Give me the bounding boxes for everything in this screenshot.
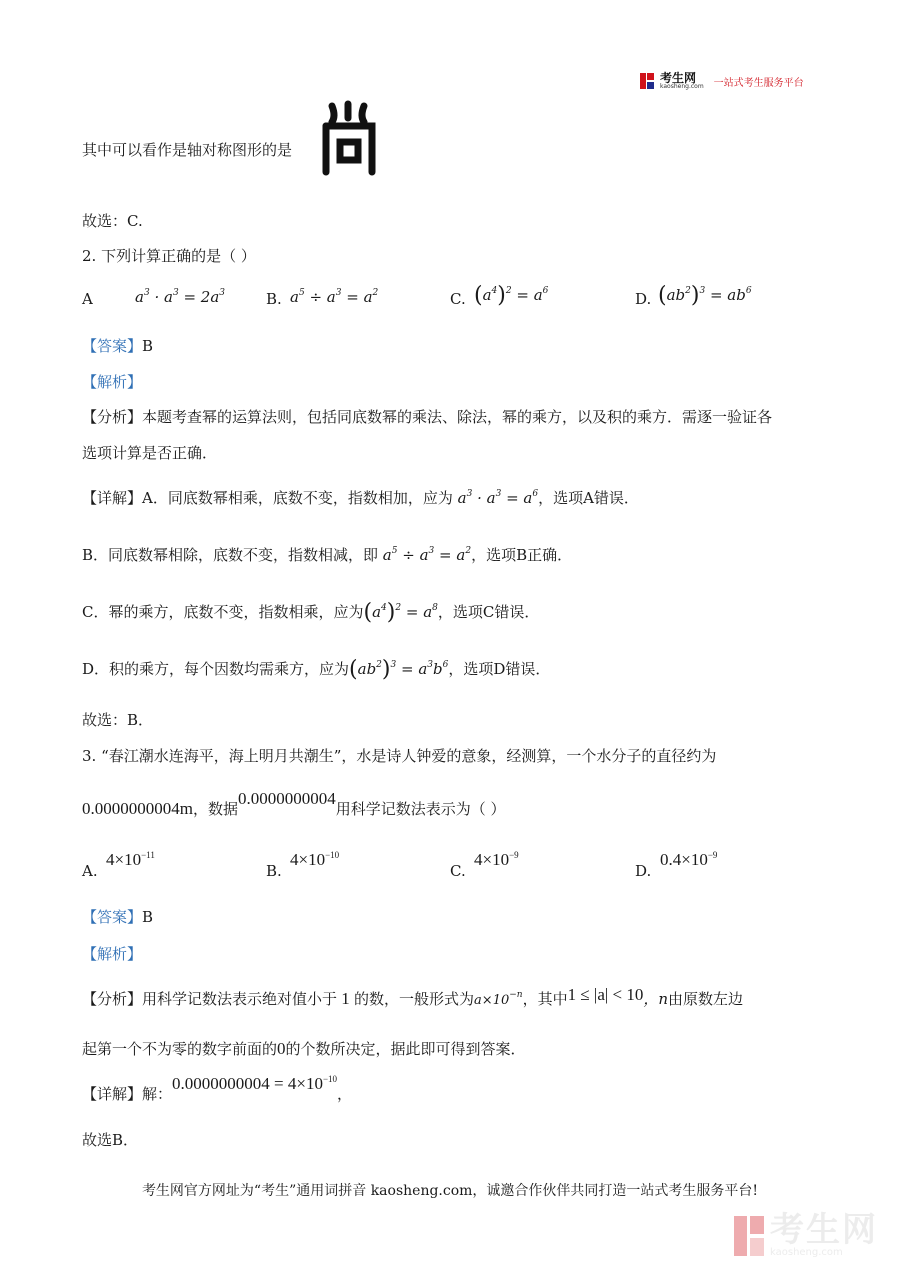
q3-option-b: $4\times 10^{-10}$ [290, 850, 340, 869]
q2-option-b-formula: $a^5 \div a^3 = a^2$ [290, 288, 379, 306]
logo-name: 考生网 [660, 71, 697, 85]
q2-option-a-label: A [82, 290, 93, 308]
q3-stem-line1: 3. “春江潮水连海平，海上明月共潮生”，水是诗人钟爱的意象，经测算，一个水分子的直径约为 [82, 747, 717, 765]
watermark-logo-icon [734, 1216, 764, 1256]
q2-detail-a: 【详解】A．同底数幂相乘，底数不变，指数相加，应为 $a^3 \cdot a^3 = a^6$，选项A错误． [82, 489, 639, 507]
q3-answer: 【答案】B [82, 908, 154, 926]
logo-slogan: 一站式考生服务平台 [713, 77, 804, 89]
ancient-character-image [318, 100, 380, 178]
q2-fenxi-line1: 【分析】本题考查幂的运算法则，包括同底数幂的乘法、除法，幂的乘方，以及积的乘方．需逐一验证各 [82, 408, 773, 426]
q3-option-b-label: B. [266, 862, 282, 880]
q3-choose: 故选B． [82, 1131, 139, 1149]
prev-sentence: 其中可以看作是轴对称图形的是 [82, 141, 293, 159]
prev-choose: 故选：C. [82, 212, 143, 230]
q3-fenxi-line2: 起第一个不为零的数字前面的0的个数所决定，据此即可得到答案． [82, 1039, 526, 1058]
kaosheng-logo-icon [640, 73, 654, 89]
q3-option-c-label: C. [450, 862, 466, 880]
q3-fenxi-line1: 【分析】用科学记数法表示绝对值小于 1 的数，一般形式为$a\times 10^{-n}$，其中1 ≤ |a| < 10，n由原数左边 [82, 985, 744, 1008]
q2-option-b-label: B. [266, 290, 282, 308]
q3-option-a-label: A. [82, 862, 98, 880]
q2-option-c-formula: $(a^4)^2 = a^6$ [474, 283, 549, 308]
header-logo [640, 72, 804, 90]
logo-domain: kaosheng.com [660, 83, 704, 90]
q2-stem: 2. 下列计算正确的是（ ） [82, 247, 256, 265]
q3-analysis-label: 【解析】 [82, 945, 143, 963]
q3-option-d: $0.4\times 10^{-9}$ [660, 850, 718, 869]
q2-analysis-label: 【解析】 [82, 373, 143, 391]
watermark [734, 1210, 878, 1258]
q2-option-a-formula: $a^3 \cdot a^3 = 2a^3$ [135, 288, 225, 306]
q2-detail-c: C．幂的乘方，底数不变，指数相乘，应为$(a^4)^2 = a^8$，选项C错误． [82, 600, 540, 625]
watermark-name: 考生网 [770, 1210, 878, 1250]
q3-option-c: $4\times 10^{-9}$ [474, 850, 519, 869]
q3-option-d-label: D. [635, 862, 652, 880]
q2-detail-b: B．同底数幂相除，底数不变，指数相减，即 $a^5 \div a^3 = a^2$，选项B正确． [82, 546, 573, 564]
q2-fenxi-line2: 选项计算是否正确． [82, 444, 218, 462]
footer-text: 考生网官方网址为“考生”通用词拼音 kaosheng.com，诚邀合作伙伴共同打造一站式考生服务平台! [141, 1183, 759, 1199]
q2-choose: 故选：B． [82, 711, 154, 729]
q3-detail: 【详解】解：$0.0000000004 = 4\times 10^{-10}$， [82, 1074, 353, 1103]
q2-option-c-label: C. [450, 290, 466, 308]
q2-option-d-formula: $(ab^2)^3 = ab^6$ [658, 283, 752, 308]
q3-option-a: $4\times 10^{-11}$ [106, 850, 155, 869]
q2-option-d-label: D. [635, 290, 652, 308]
q3-stem-line2: 0.0000000004m，数据0.0000000004用科学记数法表示为（ ） [82, 789, 506, 818]
q2-answer: 【答案】B [82, 337, 154, 355]
watermark-domain: kaosheng.com [770, 1247, 843, 1258]
q2-detail-d: D．积的乘方，每个因数均需乘方，应为$(ab^2)^3 = a^3b^6$，选项D错误． [82, 657, 551, 682]
